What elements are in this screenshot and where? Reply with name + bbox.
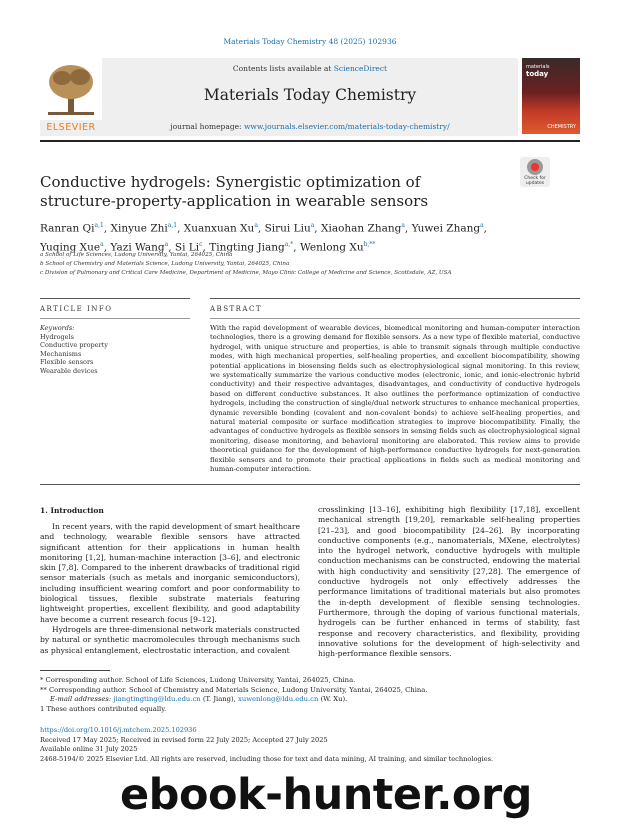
author-name: Xuanxuan Xu (183, 222, 255, 235)
author-affiliation-mark[interactable]: a (254, 222, 258, 229)
received-dates: Received 17 May 2025; Received in revised form 22 July 2025; Accepted 27 July 2025 (40, 735, 328, 744)
journal-homepage: journal homepage: www.journals.elsevier.com/materials-today-chemistry/ (170, 122, 450, 131)
affiliation-b: b School of Chemistry and Materials Science, Ludong University, Yantai, 264025, China (40, 261, 290, 267)
doi-block (40, 726, 580, 764)
author-name: Xinyue Zhi (110, 222, 168, 235)
abstract-rule (210, 318, 580, 319)
author-name: Sirui Liu (264, 222, 311, 235)
keyword: Conductive property (40, 341, 108, 349)
article-info-rule-top (40, 298, 190, 299)
intro-column-2 (318, 505, 580, 659)
corresponding-author-1: * Corresponding author. School of Life Sciences, Ludong University, Yantai, 264025, China. (40, 676, 356, 684)
author-name: Wenlong Xu (299, 241, 364, 253)
author-affiliation-mark[interactable]: a (100, 240, 104, 248)
copyright-line: 2468-5194/© 2025 Elsevier Ltd. All rights are reserved, including those for text and data mining, AI training, and similar technologies. (40, 754, 494, 763)
article-info-label: ARTICLE INFO (40, 305, 113, 313)
author-name: Si Li (174, 241, 200, 253)
author-name: Yuwei Zhang (411, 222, 481, 235)
author-affiliation-mark[interactable]: a,1 (167, 222, 178, 229)
journal-reference[interactable]: Materials Today Chemistry 48 (2025) 102936 (223, 37, 397, 46)
homepage-link[interactable]: www.journals.elsevier.com/materials-today-chemistry/ (243, 122, 450, 131)
footnotes (40, 676, 580, 714)
available-online: Available online 31 July 2025 (40, 745, 138, 753)
author-affiliation-mark[interactable]: a (401, 222, 405, 229)
sciencedirect-link[interactable]: ScienceDirect (333, 64, 388, 73)
cover-subject: CHEMISTRY (547, 124, 576, 130)
abstract-bottom-rule (40, 484, 580, 485)
check-updates-label: Check for updates (524, 176, 546, 186)
article-title: Conductive hydrogels: Synergistic optimization of structure-property-application in wearable sensors (40, 173, 429, 210)
affiliation-c: c Division of Pulmonary and Critical Care Medicine, Department of Medicine, Mayo Clinic College of Medicine and Science, Scottsdale, AZ, USA (40, 270, 452, 276)
intro-paragraph-1: In recent years, with the rapid development of smart healthcare and technology, wearable flexible sensors have attracted significant attention for their applications in human health monitoring [1,2], human-machine interaction [3–6], and electronic skin [7,8]. Compared to the inherent drawbacks of traditional rigid sensor materials (such as metals and inorganic semiconductors), including insufficient wearing comfort and poor conformability to biological tissues, flexible substrate materials featuring lightweight properties, excellent flexibility, and good adaptability have become a current research focus [9–12]. (40, 522, 300, 624)
author-affiliation-mark[interactable]: c (199, 240, 203, 248)
affiliation-a: a School of Life Sciences, Ludong University, Yantai, 264025, China (40, 252, 233, 258)
email-link-jiang[interactable]: jiangtingting@ldu.edu.cn (113, 695, 201, 704)
watermark-text: ebook-hunter.org (120, 770, 532, 820)
intro-heading: 1. Introduction (40, 506, 104, 515)
publisher-name: ELSEVIER (46, 122, 96, 133)
abstract-label: ABSTRACT (210, 305, 263, 313)
article-info-rule (40, 318, 190, 319)
keyword: Mechanisms (40, 349, 82, 358)
intro-paragraph-2-cont: crosslinking [13–16], exhibiting high flexibility [17,18], excellent mechanical strength [19,20], remarkable self-healing properties [21–23], and good biocompatibility [24–26]. By incorporating conductive components (e.g., nanomaterials, MXene, electrolytes) into the hydrogel network, conductive hydrogels with multiple conduction mechanisms can be constructed, endowing the material with high conductivity and sensitivity [27,28]. The emergence of conductive hydrogels not only effectively addresses the performance limitations of traditional materials but also promotes the in-depth development of flexible sensing technologies. Furthermore, through the doping of various functional materials, hydrogels can be further enhanced in terms of stability, fast response and recovery characteristics, and flexibility, providing innovative solutions for the development of high-selectivity and high-performance flexible sensors. (318, 505, 580, 659)
author-name: Ranran Qi (40, 222, 95, 235)
author-name: Yazi Wang (110, 241, 165, 253)
keywords-label: Keywords: (40, 324, 75, 332)
author-name: Tingting Jiang (209, 241, 285, 253)
author-affiliation-mark[interactable]: a (480, 222, 484, 229)
email-addresses: E-mail addresses: jiangtingting@ldu.edu.cn (T. Jiang), xuwenlong@ldu.edu.cn (W. Xu). (50, 695, 348, 704)
doi-link[interactable]: https://doi.org/10.1016/j.mtchem.2025.102936 (40, 726, 197, 734)
author-affiliation-mark[interactable]: a (164, 240, 169, 248)
email-link-xu[interactable]: xuwenlong@ldu.edu.cn (237, 695, 319, 704)
keyword: Wearable devices (40, 366, 98, 375)
cover-title: materials today (526, 64, 550, 78)
check-updates-icon (527, 159, 543, 175)
author-name: Xiaohan Zhang (320, 222, 402, 235)
author-affiliation-mark[interactable]: a,* (284, 240, 294, 248)
intro-column-1 (40, 522, 300, 656)
keyword: Hydrogels (40, 332, 74, 341)
author-affiliation-mark[interactable]: a,1 (94, 222, 104, 229)
abstract-text: With the rapid development of wearable devices, biomedical monitoring and human-computer interaction technologies, there is a growing demand for flexible sensors. As a new type of flexible material, conductive hydrogel, with unique structure and properties, is able to transmit signals through multiple conductive modes, with high mechanical properties, self-healing properties, and excellent biocompatibility, showing potential applications in biosensing fields such as electrophysiological signal monitoring. In this review, we systematically summarize the various conductive modes (electronic, ionic, and ionic-electronic hybrid conductivity) and their respective advantages, disadvantages, and conductivity of conductive hydrogels based on different conductive substances. It also outlines the performance optimization of conductive hydrogels, including the construction of single/dual network structures to enhance mechanical properties, dynamic reversible bonding (covalent and non-covalent bonds) to achieve self-healing properties, and natural material composite or surface modification strategies to improve biocompatibility. Finally, the advantages of conductive hydrogels as flexible sensors in sensing fields such as electrophysiological signal monitoring, disease monitoring, and behavioral monitoring are elaborated. This review aims to provide theoretical guidance for the development of high-performance conductive hydrogels for next-generation flexible sensors and to promote their practical applications in fields such as medical monitoring and human-computer interaction. (210, 324, 580, 474)
keyword: Flexible sensors (40, 358, 94, 366)
keywords-block (40, 324, 190, 375)
author-affiliation-mark[interactable]: b,** (363, 240, 376, 248)
contents-available: Contents lists available at ScienceDirect (232, 64, 388, 73)
corresponding-author-2: ** Corresponding author. School of Chemistry and Materials Science, Ludong University, Yantai, 264025, China. (40, 685, 428, 694)
equal-contribution-note: 1 These authors contributed equally. (40, 704, 167, 713)
author-list: Ranran Qi$^{a,1}$, Xinyue Zhi$^{a,1}$, Xuanxuan Xu$^a$, Sirui Liu$^a$, Xiaohan Zhang$^a$, Yuwei Zhang$^a$, Yuqing Xue$^a$, Yazi Wang$^a$, Si Li$^c$, Tingting Jiang$^{a,*}$, Wenlong $Xu^{b,**}$ (40, 222, 487, 253)
footnote-rule (40, 670, 110, 671)
author-affiliation-mark[interactable]: a (310, 222, 315, 229)
intro-paragraph-2: Hydrogels are three-dimensional network materials constructed by natural or synthetic macromolecules through mechanisms such as physical entanglement, electrostatic interaction, and covalent (40, 624, 300, 655)
header-rule (40, 140, 580, 142)
abstract-rule-top (210, 298, 580, 299)
journal-title: Materials Today Chemistry (203, 86, 417, 104)
author-name: Yuqing Xue (40, 241, 101, 253)
